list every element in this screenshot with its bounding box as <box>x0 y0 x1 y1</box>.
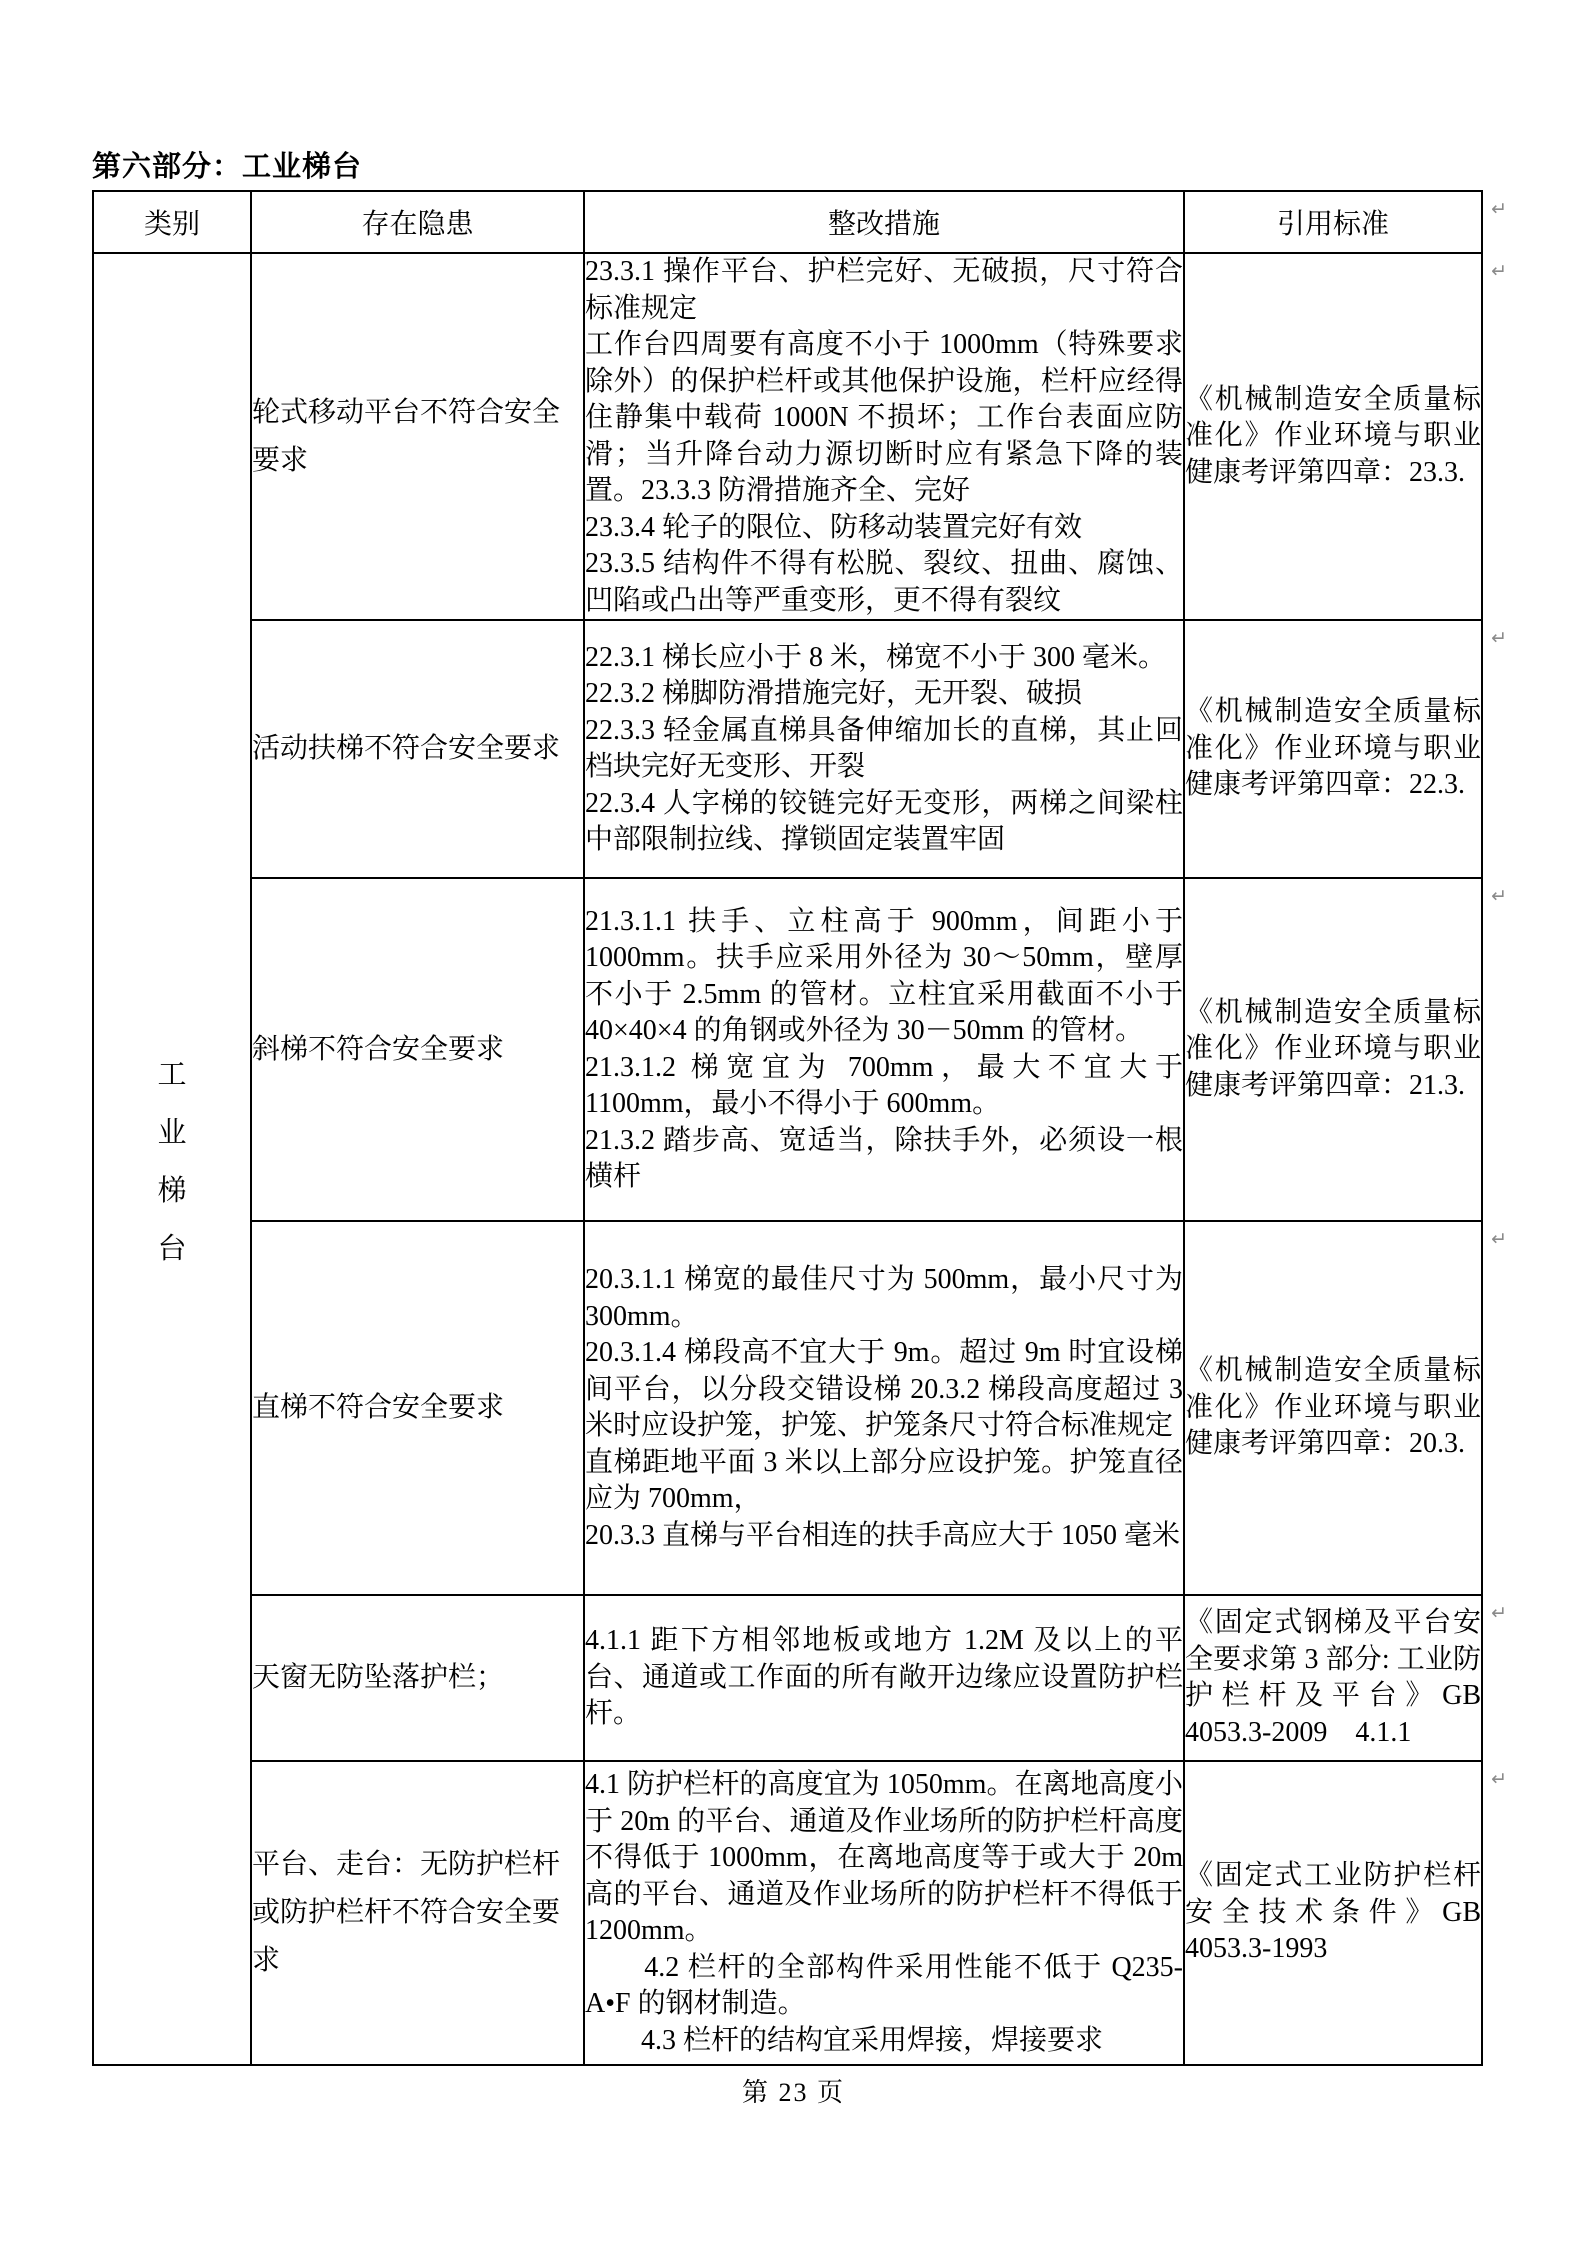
measures-cell <box>584 620 1184 878</box>
page-number: 第 23 页 <box>741 2078 845 2107</box>
hazard-cell <box>251 878 584 1221</box>
reference-cell <box>1184 1761 1507 2065</box>
table-row <box>93 1761 1482 2065</box>
hazard-cell <box>251 253 584 620</box>
measure-paragraph: 4.1 防护栏杆的高度宜为 1050mm。在离地高度小于 20m 的平台、通道及作业场所的防护栏杆高度不得低于 1000mm，在离地高度等于或大于 20m 高的平台、通道及作业场所的防护栏杆不得低于 1200mm。 <box>585 1769 1183 1946</box>
category-cell <box>93 253 251 2065</box>
hazard-text: 斜梯不符合安全要求 <box>252 1033 505 1065</box>
measure-paragraph: 22.3.3 轻金属直梯具备伸缩加长的直梯，其止回档块完好无变形、开裂 <box>585 714 1183 782</box>
measure-paragraph: 22.3.4 人字梯的铰链完好无变形，两梯之间梁柱中部限制拉线、撑锁固定装置牢固 <box>585 787 1183 855</box>
measure-paragraph: 21.3.2 踏步高、宽适当，除扶手外，必须设一根横杆 <box>585 1124 1183 1192</box>
reference-text: 《固定式钢梯及平台安全要求第 3 部分: 工业防护栏杆及平台》GB 4053.3-2009 4.1.1 <box>1185 1607 1481 1748</box>
measure-paragraph: 23.3.1 操作平台、护栏完好、无破损，尺寸符合标准规定 <box>585 256 1183 324</box>
measures-cell <box>584 1221 1184 1595</box>
measures-cell <box>584 253 1184 620</box>
hazard-cell <box>251 1595 584 1761</box>
paragraph-mark-icon: ↵ <box>1491 198 1507 220</box>
category-char: 业 <box>157 1116 187 1149</box>
category-char: 梯 <box>157 1174 187 1207</box>
measure-paragraph: 21.3.1.2 梯宽宜为 700mm，最大不宜大于 1100mm，最小不得小于 600mm。 <box>585 1051 1183 1119</box>
reference-cell <box>1184 878 1507 1221</box>
category-char: 工 <box>157 1058 187 1091</box>
reference-cell <box>1184 620 1507 878</box>
paragraph-mark-icon: ↵ <box>1491 885 1507 907</box>
measures-cell <box>584 1761 1184 2065</box>
measure-paragraph: 21.3.1.1 扶手、立柱高于 900mm，间距小于 1000mm。扶手应采用外径为 30～50mm，壁厚不小于 2.5mm 的管材。立柱宜采用截面不小于 40×40×4 的角钢或外径为 30－50mm 的管材。 <box>585 905 1183 1046</box>
header-category: 类别 <box>93 191 251 253</box>
section-title: 第六部分：工业梯台 <box>92 151 363 183</box>
paragraph-mark-icon: ↵ <box>1491 260 1507 282</box>
reference-text: 《机械制造安全质量标准化》作业环境与职业健康考评第四章：20.3. <box>1185 1355 1481 1460</box>
measures-cell <box>584 1595 1184 1761</box>
hazard-cell <box>251 1221 584 1595</box>
measure-paragraph: 23.3.5 结构件不得有松脱、裂纹、扭曲、腐蚀、凹陷或凸出等严重变形，更不得有裂纹 <box>585 548 1183 616</box>
measure-paragraph: 4.3 栏杆的结构宜采用焊接，焊接要求 <box>585 2024 1104 2056</box>
paragraph-mark-icon: ↵ <box>1491 1768 1507 1790</box>
header-row <box>93 191 1482 253</box>
measure-paragraph: 工作台四周要有高度不小于 1000mm（特殊要求除外）的保护栏杆或其他保护设施，栏杆应经得住静集中载荷 1000N 不损坏；工作台表面应防滑；当升降台动力源切断时应有紧急下降的装置。23.3.3 防滑措施齐全、完好 <box>585 329 1183 506</box>
header-reference <box>1184 191 1507 253</box>
measure-paragraph: 4.2 栏杆的全部构件采用性能不低于 Q235-A•F 的钢材制造。 <box>585 1951 1183 2019</box>
table-row <box>93 620 1482 878</box>
hazard-text: 天窗无防坠落护栏； <box>252 1662 505 1693</box>
hazard-text: 平台、走台：无防护栏杆或防护栏杆不符合安全要求 <box>252 1849 561 1976</box>
table-row <box>93 878 1482 1221</box>
hazard-cell <box>251 620 584 878</box>
reference-cell <box>1184 1595 1507 1761</box>
table-row <box>93 253 1482 620</box>
hazard-cell <box>251 1761 584 2065</box>
measure-paragraph: 4.1.1 距下方相邻地板或地方 1.2M 及以上的平台、通道或工作面的所有敞开边缘应设置防护栏杆。 <box>585 1625 1183 1730</box>
header-hazard: 存在隐患 <box>251 191 584 253</box>
measures-cell <box>584 878 1184 1221</box>
header-measures: 整改措施 <box>584 191 1184 253</box>
hazard-text: 活动扶梯不符合安全要求 <box>252 733 561 764</box>
hazard-text: 轮式移动平台不符合安全要求 <box>252 396 561 476</box>
category-vertical-label <box>94 1052 250 1267</box>
reference-text: 《机械制造安全质量标准化》作业环境与职业健康考评第四章：22.3. <box>1185 696 1481 801</box>
measure-paragraph: 23.3.4 轮子的限位、防移动装置完好有效 <box>585 511 1083 543</box>
header-reference-label: 引用标准 <box>1276 209 1389 240</box>
reference-cell <box>1184 1221 1507 1595</box>
measure-paragraph: 20.3.1.1 梯宽的最佳尺寸为 500mm，最小尺寸为 300mm。 <box>585 1264 1183 1332</box>
reference-text: 《机械制造安全质量标准化》作业环境与职业健康考评第四章：23.3. <box>1185 383 1481 488</box>
measure-paragraph: 20.3.3 直梯与平台相连的扶手高应大于 1050 毫米 <box>585 1519 1181 1551</box>
measure-paragraph: 直梯距地平面 3 米以上部分应设护笼。护笼直径应为 700mm， <box>585 1446 1183 1514</box>
reference-text: 《机械制造安全质量标准化》作业环境与职业健康考评第四章：21.3. <box>1185 996 1481 1101</box>
table-row <box>93 1221 1482 1595</box>
measure-paragraph: 20.3.1.4 梯段高不宜大于 9m。超过 9m 时宜设梯间平台，以分段交错设梯 20.3.2 梯段高度超过 3 米时应设护笼，护笼、护笼条尺寸符合标准规定 <box>585 1337 1183 1441</box>
paragraph-mark-icon: ↵ <box>1491 1602 1507 1624</box>
reference-cell <box>1184 253 1507 620</box>
category-char: 台 <box>157 1232 187 1265</box>
table-row <box>93 1595 1482 1761</box>
measure-paragraph: 22.3.2 梯脚防滑措施完好，无开裂、破损 <box>585 678 1083 709</box>
paragraph-mark-icon: ↵ <box>1491 1228 1507 1250</box>
measure-paragraph: 22.3.1 梯长应小于 8 米，梯宽不小于 300 毫米。 <box>585 641 1167 673</box>
reference-text: 《固定式工业防护栏杆安全技术条件》GB 4053.3-1993 <box>1185 1860 1481 1965</box>
paragraph-mark-icon: ↵ <box>1491 627 1507 649</box>
hazard-text: 直梯不符合安全要求 <box>252 1392 505 1423</box>
hazard-table <box>92 190 1507 2066</box>
